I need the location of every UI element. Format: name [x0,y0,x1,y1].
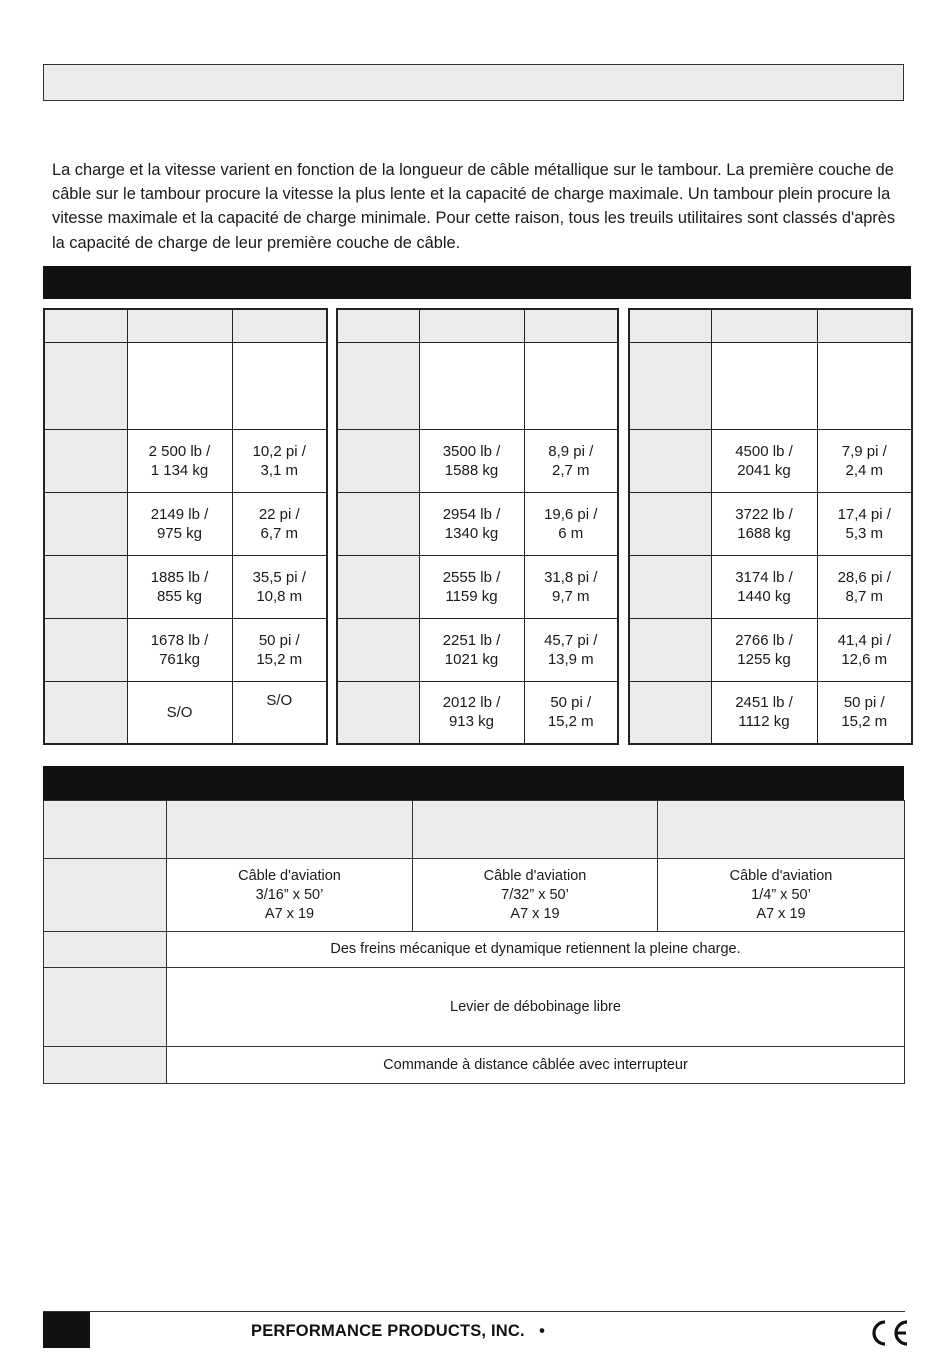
layer-cell [337,618,419,681]
layer-cell [629,555,711,618]
header-cell [711,342,817,429]
layer-cell [337,555,419,618]
spec-label-cell [44,968,167,1047]
header-cell [524,309,618,342]
specifications-header-bar [43,766,904,800]
ce-mark-icon [866,1318,910,1348]
specifications-table [43,800,905,1084]
load-cell: S/O [127,681,232,744]
load-cell: 3722 lb / 1688 kg [711,492,817,555]
load-cell: 3174 lb / 1440 kg [711,555,817,618]
header-cell [629,309,711,342]
load-cell: 3500 lb / 1588 kg [419,429,524,492]
footer-page-block [43,1312,90,1348]
header-cell [127,309,232,342]
brakes-cell: Des freins mécanique et dynamique retiennent la pleine charge. [167,932,905,968]
header-cell [127,342,232,429]
cable-spec-cell: Câble d'aviation 3/16” x 50’ A7 x 19 [167,859,413,932]
cable-cell: 45,7 pi / 13,9 m [524,618,618,681]
load-cell: 2149 lb / 975 kg [127,492,232,555]
header-cell [232,342,327,429]
cable-cell: 50 pi / 15,2 m [232,618,327,681]
header-cell [629,342,711,429]
cable-spec-cell: Câble d'aviation 7/32” x 50’ A7 x 19 [413,859,658,932]
intro-paragraph: La charge et la vitesse varient en fonction de la longueur de câble métallique sur le tambour. La première couche de câble sur le tambour procure la vitesse la plus lente et la capacité de charge maximale. Un tambour plein procure la vitesse maximale et la capacité de charge minimale. Pour cette raison, tous les treuils utilitaires sont classés d'après la capacité de charge de leur première couche de câble. [52,161,896,252]
load-cell: 2766 lb / 1255 kg [711,618,817,681]
load-cell: 2 500 lb / 1 134 kg [127,429,232,492]
cable-cell: 35,5 pi / 10,8 m [232,555,327,618]
layer-cell [629,618,711,681]
layer-cell [44,555,127,618]
footer-rule [43,1311,905,1312]
header-cell [419,309,524,342]
cable-cell: 28,6 pi / 8,7 m [817,555,912,618]
cable-cell: S/O [232,681,327,744]
layer-cell [44,681,127,744]
model-header-cell [413,801,658,859]
cable-cell: 50 pi / 15,2 m [524,681,618,744]
cable-cell: 17,4 pi / 5,3 m [817,492,912,555]
layer-cell [337,681,419,744]
header-cell [524,342,618,429]
header-cell [232,309,327,342]
spec-label-cell [44,932,167,968]
layer-cell [337,492,419,555]
load-cell: 2555 lb / 1159 kg [419,555,524,618]
header-cell [817,309,912,342]
cable-cell: 19,6 pi / 6 m [524,492,618,555]
layer-cell [629,429,711,492]
layer-cell [629,681,711,744]
header-cell [44,342,127,429]
layer-cell [44,492,127,555]
header-cell [337,309,419,342]
clutch-cell: Levier de débobinage libre [167,968,905,1047]
cable-cell: 50 pi / 15,2 m [817,681,912,744]
header-cell [44,309,127,342]
load-cell: 4500 lb / 2041 kg [711,429,817,492]
cable-cell: 41,4 pi / 12,6 m [817,618,912,681]
footer-company: PERFORMANCE PRODUCTS, INC. • [251,1322,546,1340]
cable-cell: 7,9 pi / 2,4 m [817,429,912,492]
performance-header-bar [43,266,911,299]
load-cell: 2251 lb / 1021 kg [419,618,524,681]
performance-table-3 [628,308,913,745]
cable-cell: 10,2 pi / 3,1 m [232,429,327,492]
section-title-box [43,64,904,101]
header-cell [337,342,419,429]
spec-label-cell [44,859,167,932]
spec-label-cell [44,1047,167,1084]
spec-label-cell [44,801,167,859]
layer-cell [44,429,127,492]
remote-cell: Commande à distance câblée avec interrupteur [167,1047,905,1084]
load-cell: 1885 lb / 855 kg [127,555,232,618]
header-cell [711,309,817,342]
layer-cell [629,492,711,555]
load-cell: 2012 lb / 913 kg [419,681,524,744]
performance-table-2 [336,308,619,745]
header-cell [817,342,912,429]
layer-cell [44,618,127,681]
load-cell: 2451 lb / 1112 kg [711,681,817,744]
performance-table-1 [43,308,328,745]
load-cell: 1678 lb / 761kg [127,618,232,681]
model-header-cell [658,801,905,859]
model-header-cell [167,801,413,859]
layer-cell [337,429,419,492]
cable-cell: 31,8 pi / 9,7 m [524,555,618,618]
load-cell: 2954 lb / 1340 kg [419,492,524,555]
cable-spec-cell: Câble d'aviation 1/4” x 50’ A7 x 19 [658,859,905,932]
cable-cell: 22 pi / 6,7 m [232,492,327,555]
cable-cell: 8,9 pi / 2,7 m [524,429,618,492]
header-cell [419,342,524,429]
